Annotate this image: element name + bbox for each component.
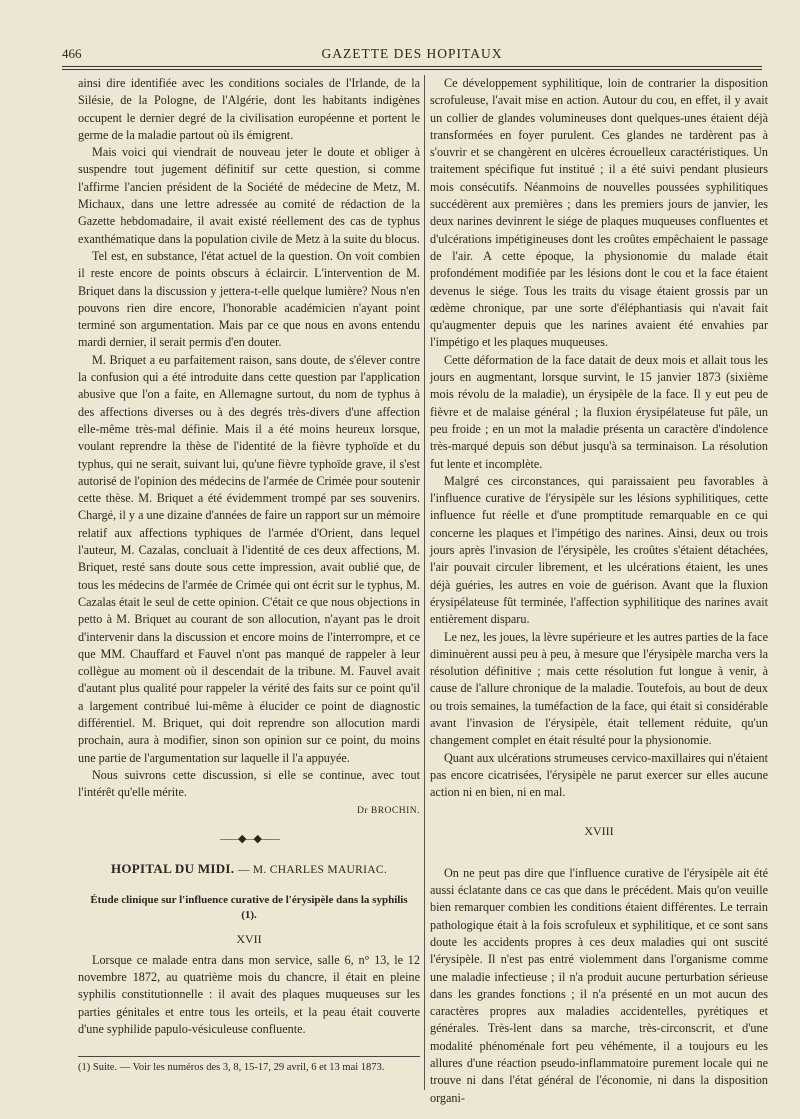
page-header [62,44,762,66]
section-title: HOPITAL DU MIDI. [110,861,235,877]
header-rule-thin [62,69,762,70]
right-column [430,75,768,1107]
article-subtitle: Étude clinique sur l'influence curative de l'érysipèle dans la syphilis (1). [90,894,408,922]
chapter-number: XVII [236,932,262,947]
header-rule [62,66,762,67]
section-author: — M. CHARLES MAURIAC. [237,864,388,877]
paragraph: Ce développement syphilitique, loin de contrarier la disposition scrofuleuse, l'avait mise en action. Autour du cou, en effet, il y avait un collier de glandes volumineuses dont quelques-unes étaient déjà transformées en foyer purulent. Ces glandes ne tardèrent pas à s'ouvrir et se changèrent en ulcères écrouelleux caractéristiques. Un traitement spécifique fut institué ; il a été suivi pendant plusieurs mois consécutifs. Néanmoins de nouvelles poussées syphilitiques succédèrent aux premières ; dans les premiers jours de janvier, les deux narines devinrent le siége de plaques muqueuses confluentes et d'ulcérations impétigineuses dont les croûtes empêchaient le passage de l'air. A cette époque, la physionomie du malade était profondément modifiée par les lésions dont le cou et la face étaient devenus le siége. Tous les traits du visage étaient grossis par un œdème chronique, par une sorte d'éléphantiasis qui n'avait fait qu'augmenter depuis que les narines avaient été envahies par l'impétigo et les plaques muqueuses. [430,76,768,350]
section-heading [78,860,420,879]
footnote: (1) Suite. — Voir les numéros des 3, 8, 15-17, 29 avril, 6 et 13 mai 1873. [78,1062,385,1074]
section-ornament: ——◆—◆—— [220,832,278,845]
page-number: 466 [62,46,82,61]
running-title: GAZETTE DES HOPITAUX [321,46,503,61]
paragraph: Quant aux ulcérations strumeuses cervico-maxillaires qui n'étaient pas encore cicatrisées, l'érysipèle ne parut exercer sur elles aucune action ni en bien, ni en mal. [430,750,768,800]
paragraph: Le nez, les joues, la lèvre supérieure et les autres parties de la face diminuèrent aussi peu à peu, à mesure que l'érysipèle marcha vers la résolution définitive ; mais cette résolution fut longue à venir, à cause de l'allure chronique de la maladie. Toutefois, au bout de deux ou trois semaines, la tuméfaction de la face, qui était si considérable avant l'invasion de l'érysipèle, était tellement réduite, qu'un changement complet en était résulté pour la physionomie. [430,629,768,748]
paragraph: Mais voici qui viendrait de nouveau jeter le doute et obliger à suspendre tout jugement définitif sur cette question, si comme l'affirme l'ancien président de la Société de médecine de Metz, M. Michaux, dans une lettre adressée au comité de rédaction de la Gazette hebdomadaire, il avait existé réellement des cas de typhus exanthématique dans la population civile de Metz à la suite du blocus. [78,145,420,246]
paragraph: Tel est, en substance, l'état actuel de la question. On voit combien il reste encore de points obscurs à éclaircir. L'intervention de M. Briquet dans la discussion y jettera-t-elle quelque lumière? Nous n'en pouvons rien dire encore, l'honorable académicien n'ayant point terminé son argumentation. Mais par ce que nous en avons entendu mardi dernier, il serait permis d'en douter. [78,248,420,350]
paragraph: Cette déformation de la face datait de deux mois et allait tous les jours en augmentant, lorsque survint, le 15 janvier 1873 (sixième mois révolu de la maladie), un érysipèle de la face. Il y eut peu de fièvre et de malaise général ; la fluxion érysipélateuse fut pâle, un peu froide ; en un mot la maladie présenta un caractère d'indolence très-marqué depuis son début jusqu'à sa terminaison. La résolution fut lente et incomplète. [430,352,768,471]
paragraph: ainsi dire identifiée avec les conditions sociales de l'Irlande, de la Silésie, de la Pologne, de l'Algérie, dont les habitants indigènes occupent le dernier degré de la civilisation européenne et portent le germe de la maladie partout où ils émigrent. [78,76,420,142]
paragraph: Nous suivrons cette discussion, si elle se continue, avec tout l'intérêt qu'elle mérite. [78,767,420,800]
paragraph: On ne peut pas dire que l'influence curative de l'érysipèle ait été aussi éclatante dans ce cas que dans le précédent. Mais qu'on veuille bien remarquer combien les conditions étaient différentes. Le terrain pathologique était à la fois scrofuleux et syphilitique, et ce sont sans doute les accidents propres à ces deux maladies qui ont suscité l'érysipèle. Il n'est pas entré violemment dans l'organisme comme une maladie infectieuse ; il n'a produit aucune perturbation sérieuse dans les grandes fonctions ; il n'a présenté en un mot aucun des caractères propres aux maladies accidentelles, pyrétiques et générales. Très-lent dans sa marche, très-circonscrit, et d'une modalité phénoménale fort peu véhémente, il a toujours eu les allures d'une réaction pseudo-inflammatoire purement locale qui ne trouve ni dans l'état général de l'économie, ni dans la disposition organi- [430,865,768,1105]
paragraph: Malgré ces circonstances, qui paraissaient peu favorables à l'influence curative de l'érysipèle sur les lésions syphilitiques, cette influence fut réelle et d'une promptitude remarquable en ce qui concerne les plaques et l'impétigo des narines. Ainsi, deux ou trois jours après l'invasion de l'érysipèle, les croûtes s'étaient détachées, l'air pouvait circuler librement, et les ulcérations étaient, les unes déjà guéries, les autres en voie de guérison. Avant que la fluxion érysipélateuse fût terminée, l'affection syphilitique des narines avait entièrement disparu. [430,473,768,627]
footnote-rule [78,1056,420,1057]
author-signature: Dr BROCHIN. [356,806,420,817]
column-divider [424,75,425,1090]
paragraph: M. Briquet a eu parfaitement raison, sans doute, de s'élever contre la confusion qui a été introduite dans cette question par l'application abusive que l'on a faite, en Allemagne surtout, du nom de typhus à des affections diverses ou à des degrés très-divers d'une affection elle-même très-mal définie. Mais il a été moins heureux lorsque, voulant reprendre la thèse de l'identité de la fièvre typhoïde et du typhus, qui ne serait, suivant lui, qu'une fièvre typhoïde grave, il s'est autorisé de l'opinion des médecins de l'armée de Crimée pour soutenir cette thèse. M. Briquet a été évidemment trompé par ses souvenirs. Chargé, il y a une dizaine d'années de faire un rapport sur un mémoire relatif aux affections typhiques de l'armée d'Orient, dans lequel l'auteur, M. Cazalas, concluait à l'identité de ces deux affections, M. Briquet, resté sans doute sous cette impression, avait oublié que, de tous les médecins de l'armée de Crimée qui ont écrit sur le typhus, M. Cazalas était le seul de cette opinion. C'était ce que nous objections in petto à M. Briquet au courant de son allocution, n'ayant pas le droit d'intervenir dans la discussion et encore moins de l'interrompre, et ce que MM. Chauffard et Fauvel n'ont pas manqué de rappeler à leur collègue au moment où il descendait de la tribune. M. Fauvel avait d'autant plus qualité pour rappeler la vérité des faits sur ce point qu'il a largement contribué lui-même à élucider ce point de diagnostic différentiel. M. Briquet, qui doit reprendre son allocution mardi prochain, aura à modifier, sinon son opinion sur ce point, du moins une partie de l'argumentation sur laquelle il l'a appuyée. [78,352,420,765]
paragraph: Lorsque ce malade entra dans mon service, salle 6, n° 13, le 12 novembre 1872, au quatrième mois du chancre, il était en pleine syphilis constitutionnelle : il avait des plaques muqueuses sur les parties génitales et entre tous les orteils, et la peau était couverte d'une syphilide papulo-vésiculeuse confluente. [78,952,420,1036]
chapter-number: XVIII [584,824,614,839]
left-column [78,75,420,1075]
